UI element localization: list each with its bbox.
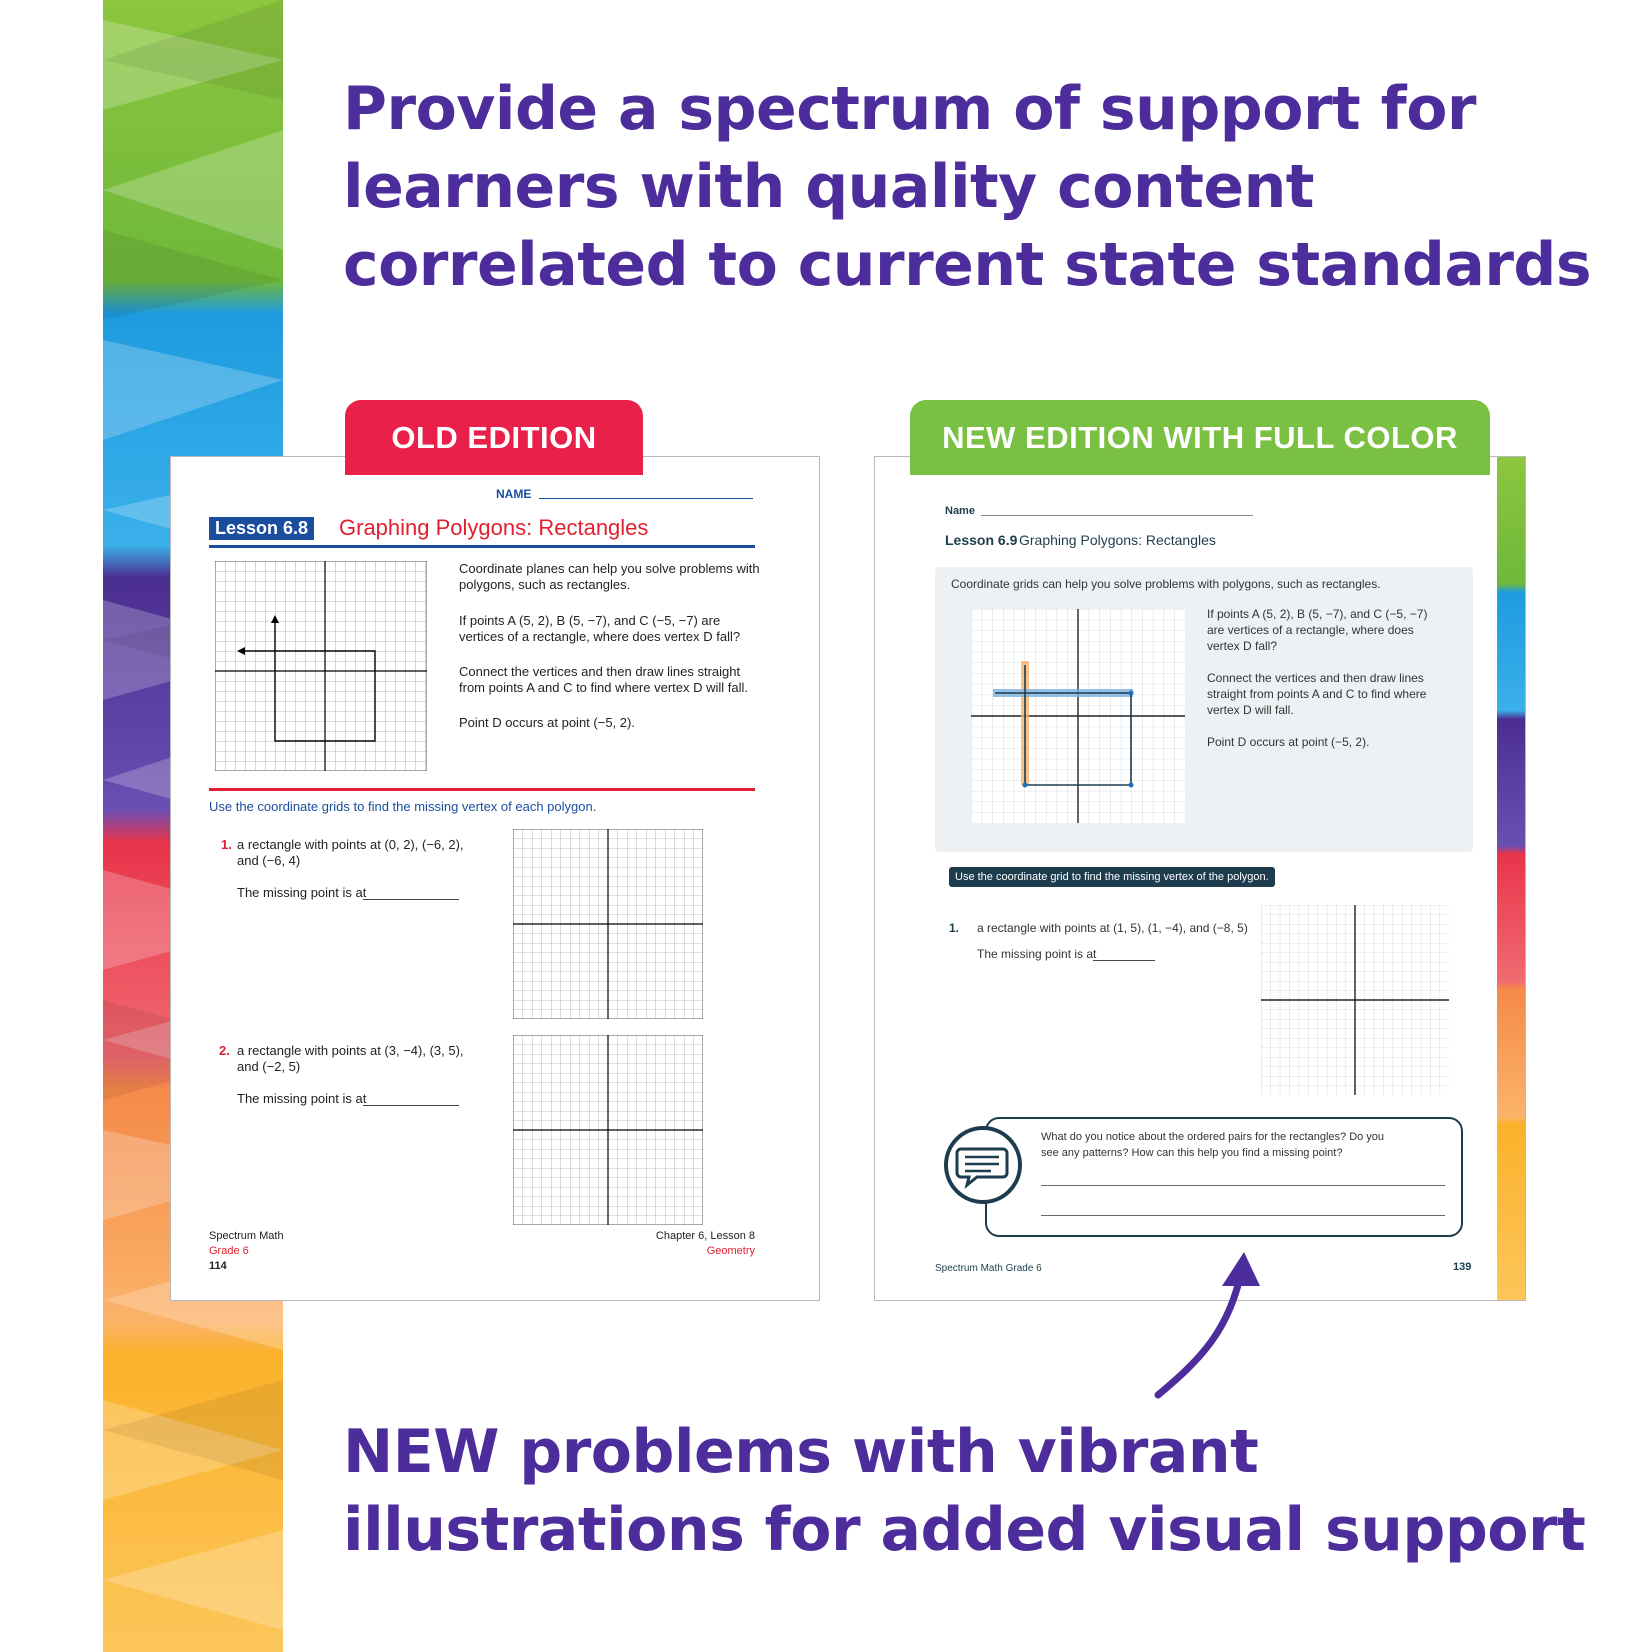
footer-series: Spectrum Math Grade 6 [935, 1263, 1042, 1274]
footer-topic: Geometry [706, 1245, 755, 1257]
connect-line: straight from points A and C to find where [1207, 687, 1427, 701]
problem-2-number: 2. [219, 1043, 230, 1058]
instructions: Use the coordinate grids to find the missing vertex of each polygon. [209, 799, 597, 814]
connect-line: Connect the vertices and then draw lines [1207, 671, 1424, 685]
answer-blank[interactable] [363, 1105, 459, 1106]
answer-line: Point D occurs at point (−5, 2). [1207, 735, 1370, 749]
problem-1-text: and (−6, 4) [237, 853, 301, 868]
new-edition-page [874, 456, 1526, 1301]
curved-arrow-icon [1150, 1250, 1260, 1405]
connect-line: from points A and C to find where vertex D will fall. [459, 680, 749, 695]
reflection-box [985, 1117, 1463, 1237]
footer-grade: Grade 6 [209, 1245, 249, 1257]
problem-1-grid [513, 829, 703, 1019]
footer-headline-line-1: NEW problems with vibrant [343, 1417, 1259, 1487]
reflection-question: see any patterns? How can this help you find a missing point? [1041, 1147, 1343, 1159]
response-line[interactable] [1041, 1215, 1445, 1216]
headline-line-3: correlated to current state standards [343, 230, 1592, 300]
problem-1-number: 1. [949, 921, 960, 935]
example-line: are vertices of a rectangle, where does [1207, 623, 1414, 637]
lesson-number: Lesson 6.9 [945, 532, 1018, 548]
problem-2-text: and (−2, 5) [237, 1059, 301, 1074]
intro-line: Coordinate planes can help you solve problems with [459, 561, 760, 576]
problem-1-text: a rectangle with points at (1, 5), (1, −4), and (−8, 5) [977, 921, 1248, 935]
example-line: vertices of a rectangle, where does vertex D fall? [459, 629, 741, 644]
old-edition-page [170, 456, 820, 1301]
example-line: If points A (5, 2), B (5, −7), and C (−5, −7) [1207, 607, 1428, 621]
footer-series: Spectrum Math [209, 1230, 284, 1242]
headline-line-2: learners with quality content [343, 152, 1314, 222]
problem-1-text: a rectangle with points at (0, 2), (−6, 2), [237, 837, 464, 852]
problem-1-number: 1. [221, 837, 232, 852]
headline-line-1: Provide a spectrum of support for [343, 74, 1477, 144]
example-coordinate-grid [971, 609, 1185, 823]
new-edition-tab: NEW EDITION WITH FULL COLOR [910, 400, 1490, 475]
old-edition-tab: OLD EDITION [345, 400, 643, 475]
problem-1-missing-label: The missing point is at [237, 885, 367, 900]
footer-page-number: 139 [1453, 1261, 1472, 1273]
intro-line: polygons, such as rectangles. [459, 577, 631, 592]
footer-chapter: Chapter 6, Lesson 8 [655, 1230, 755, 1242]
connect-line: Connect the vertices and then draw lines straight [459, 664, 741, 679]
answer-blank[interactable] [363, 899, 459, 900]
footer-headline-line-2: illustrations for added visual support [343, 1495, 1586, 1565]
name-label: Name [945, 505, 975, 517]
name-label: NAME [496, 487, 532, 501]
instructions-banner: Use the coordinate grid to find the missing vertex of the polygon. [949, 867, 1275, 887]
reflection-question: What do you notice about the ordered pairs for the rectangles? Do you [1041, 1131, 1385, 1143]
footer-page-number: 114 [209, 1260, 227, 1272]
lesson-number: Lesson 6.8 [209, 517, 314, 540]
page-edge-color-stripe [1497, 457, 1525, 1301]
problem-2-text: a rectangle with points at (3, −4), (3, 5), [237, 1043, 464, 1058]
problem-2-grid [513, 1035, 703, 1225]
lesson-title: Graphing Polygons: Rectangles [1019, 532, 1216, 548]
intro-line: Coordinate grids can help you solve problems with polygons, such as rectangles. [951, 577, 1381, 591]
lesson-title: Graphing Polygons: Rectangles [339, 515, 649, 540]
response-line[interactable] [1041, 1185, 1445, 1186]
speech-bubble-icon [943, 1125, 1023, 1205]
problem-1-missing-label: The missing point is at [977, 947, 1097, 961]
title-rule [209, 545, 755, 548]
answer-blank[interactable] [1093, 960, 1155, 961]
example-panel [935, 567, 1473, 852]
example-coordinate-grid [215, 561, 427, 771]
connect-line: vertex D will fall. [1207, 703, 1294, 717]
section-rule [209, 788, 755, 791]
example-line: vertex D fall? [1207, 639, 1278, 653]
answer-line: Point D occurs at point (−5, 2). [459, 715, 635, 730]
problem-2-missing-label: The missing point is at [237, 1091, 367, 1106]
example-line: If points A (5, 2), B (5, −7), and C (−5, −7) are [459, 613, 721, 628]
problem-1-grid [1261, 905, 1449, 1095]
